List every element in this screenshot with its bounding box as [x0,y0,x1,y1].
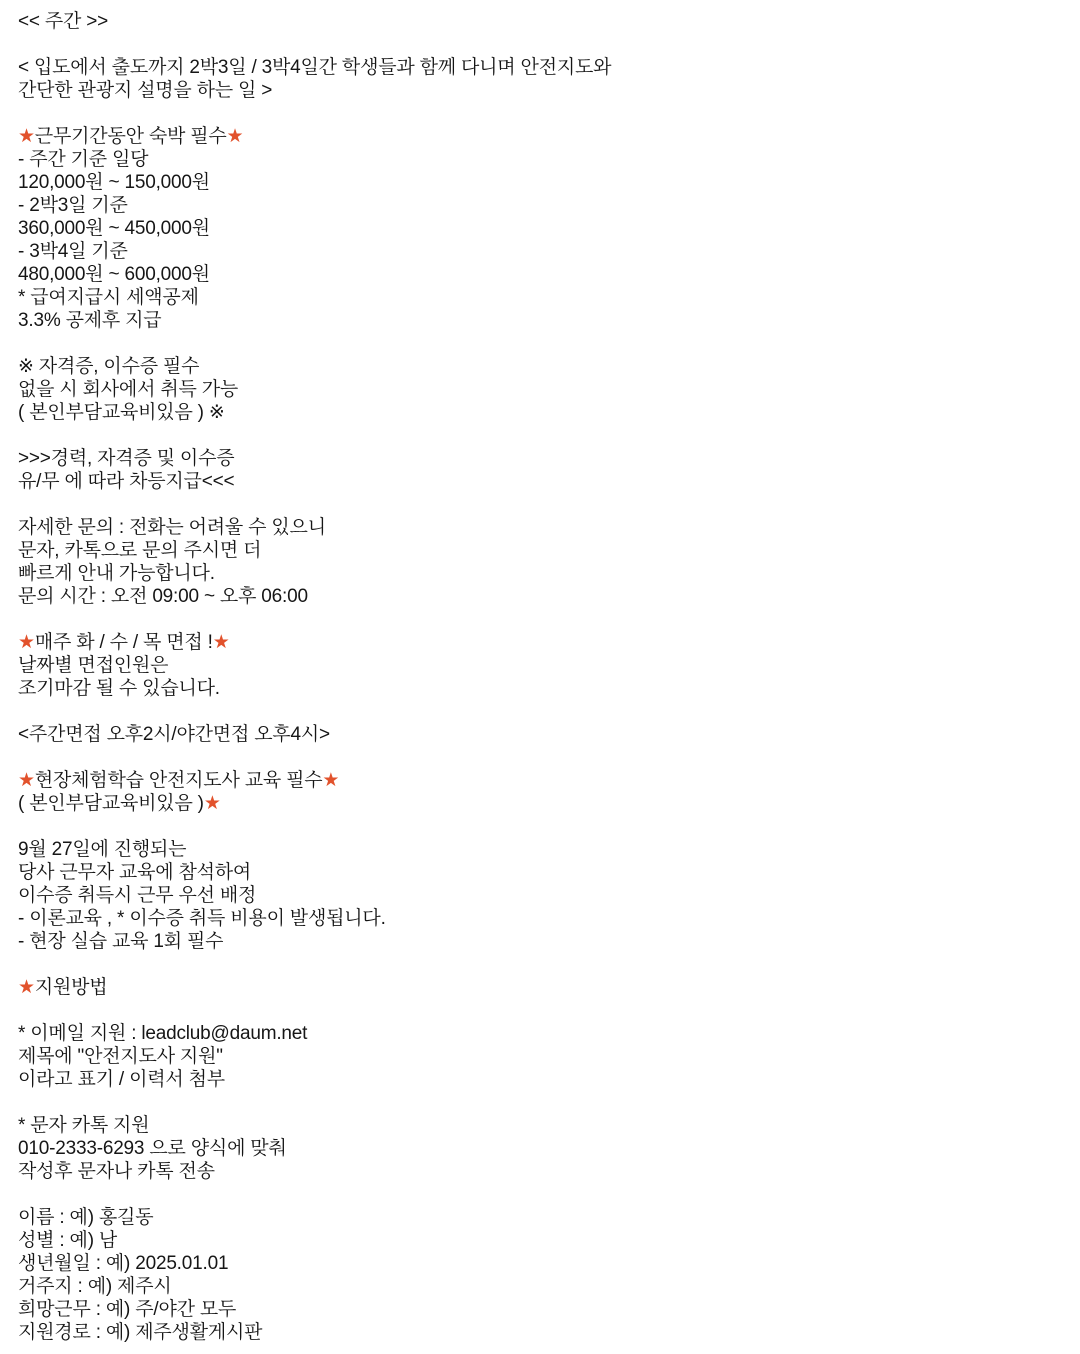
text-line: < 입도에서 출도까지 2박3일 / 3박4일간 학생들과 함께 다니며 안전지도와 [18,57,612,78]
text-line: - 주간 기준 일당 [18,149,149,170]
text-line: 유/무 에 따라 차등지급<<< [18,471,235,492]
text-line: 9월 27일에 진행되는 [18,839,187,860]
star-icon: ★ [322,770,340,791]
text-line: - 현장 실습 교육 1회 필수 [18,931,224,952]
text-line: 이수증 취득시 근무 우선 배정 [18,885,257,906]
text-line: * 문자 카톡 지원 [18,1115,150,1136]
star-icon: ★ [18,632,35,653]
text-line: ( 본인부담교육비있음 ) ※ [18,402,225,423]
star-icon: ★ [203,793,221,814]
text-line: 성별 : 예) 남 [18,1230,118,1251]
text-line: 희망근무 : 예) 주/야간 모두 [18,1299,237,1320]
text-line: <주간면접 오후2시/야간면접 오후4시> [18,724,330,745]
blank-line [18,493,1062,516]
blank-line [18,953,1062,976]
text-line: - 2박3일 기준 [18,195,128,216]
blank-line [18,746,1062,769]
text-line: - 3박4일 기준 [18,241,128,262]
text-line: 당사 근무자 교육에 참석하여 [18,862,252,883]
star-icon: ★ [212,632,230,653]
text-line: 없을 시 회사에서 취득 가능 [18,379,239,400]
text-line: ★현장체험학습 안전지도사 교육 필수★ [18,770,340,791]
text-line: ( 본인부담교육비있음 )★ [18,793,221,814]
text-line: << 주간 >> [18,11,109,32]
text-line: 조기마감 될 수 있습니다. [18,678,220,699]
star-icon: ★ [18,126,35,147]
blank-line [18,700,1062,723]
text-line: 생년월일 : 예) 2025.01.01 [18,1253,229,1274]
star-icon: ★ [18,770,35,791]
text-line: ★근무기간동안 숙박 필수★ [18,126,244,147]
text-line: 날짜별 면접인원은 [18,655,169,676]
text-line: 480,000원 ~ 600,000원 [18,264,210,285]
text-line: 120,000원 ~ 150,000원 [18,172,210,193]
blank-line [18,424,1062,447]
text-line: * 급여지급시 세액공제 [18,287,199,308]
blank-line [18,608,1062,631]
text-line: - 이론교육 , * 이수증 취득 비용이 발생됩니다. [18,908,386,929]
blank-line [18,1183,1062,1206]
text-line: 문의 시간 : 오전 09:00 ~ 오후 06:00 [18,586,308,607]
text-line: >>>경력, 자격증 및 이수증 [18,448,235,469]
text-line: 자세한 문의 : 전화는 어려울 수 있으니 [18,517,326,538]
text-line: 이름 : 예) 홍길동 [18,1207,154,1228]
text-line: 빠르게 안내 가능합니다. [18,563,215,584]
text-line: 지원경로 : 예) 제주생활게시판 [18,1322,263,1343]
blank-line [18,332,1062,355]
text-line: 3.3% 공제후 지급 [18,310,162,331]
text-line: ★매주 화 / 수 / 목 면접 !★ [18,632,230,653]
text-line: 문자, 카톡으로 문의 주시면 더 [18,540,262,561]
star-icon: ★ [226,126,244,147]
blank-line [18,1091,1062,1114]
star-icon: ★ [18,977,35,998]
blank-line [18,102,1062,125]
text-line: 010-2333-6293 으로 양식에 맞춰 [18,1138,287,1159]
text-line: ★지원방법 [18,977,108,998]
text-line: 제목에 "안전지도사 지원" [18,1046,223,1067]
text-line: ※ 자격증, 이수증 필수 [18,356,200,377]
text-line: 이라고 표기 / 이력서 첨부 [18,1069,225,1090]
blank-line [18,815,1062,838]
blank-line [18,33,1062,56]
text-line: 작성후 문자나 카톡 전송 [18,1161,215,1182]
text-line: 360,000원 ~ 450,000원 [18,218,210,239]
blank-line [18,999,1062,1022]
text-line: * 이메일 지원 : leadclub@daum.net [18,1023,308,1044]
text-line: 거주지 : 예) 제주시 [18,1276,172,1297]
text-line: 간단한 관광지 설명을 하는 일 > [18,80,273,101]
